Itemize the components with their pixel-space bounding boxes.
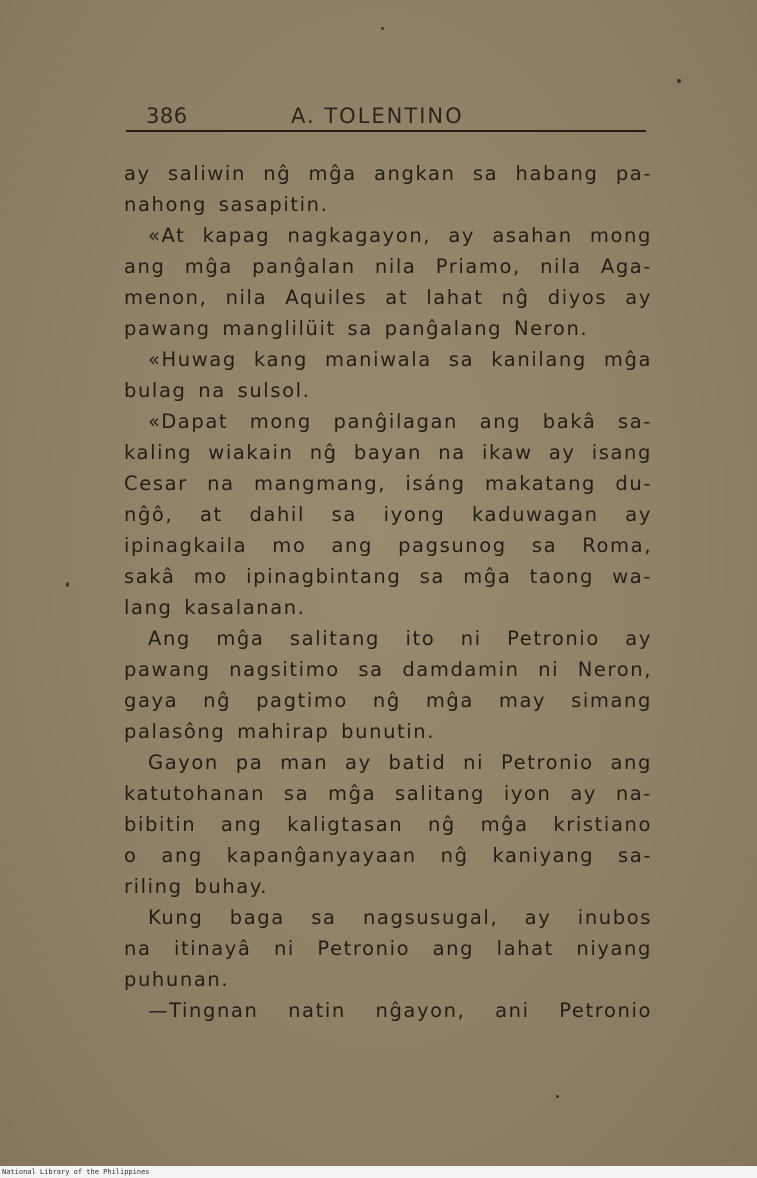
ink-speck bbox=[66, 582, 69, 587]
text-line: ipinagkaila mo ang pagsunog sa Roma, bbox=[124, 534, 652, 557]
text-line: «At kapag nagkagayon, ay asahan mong bbox=[148, 224, 652, 247]
text-line: puhunan. bbox=[124, 968, 230, 991]
text-line: katutohanan sa mĝa salitang iyon ay na- bbox=[124, 782, 652, 805]
running-title: A. TOLENTINO bbox=[291, 104, 464, 128]
text-line: Gayon pa man ay batid ni Petronio ang bbox=[148, 751, 652, 774]
text-line: menon, nila Aquiles at lahat nĝ diyos ay bbox=[124, 286, 652, 309]
text-line: lang kasalanan. bbox=[124, 596, 306, 619]
ink-speck bbox=[381, 27, 384, 30]
text-line: riling buhay. bbox=[124, 875, 269, 898]
text-line: kaling wiakain nĝ bayan na ikaw ay isang bbox=[124, 441, 652, 464]
text-line: Ang mĝa salitang ito ni Petronio ay bbox=[148, 627, 652, 650]
text-line: nĝô, at dahil sa iyong kaduwagan ay bbox=[124, 503, 652, 526]
text-line: ang mĝa panĝalan nila Priamo, nila Aga- bbox=[124, 255, 652, 278]
body-text bbox=[124, 158, 652, 1026]
text-line: nahong sasapitin. bbox=[124, 193, 329, 216]
text-line: ay saliwin nĝ mĝa angkan sa habang pa- bbox=[124, 162, 652, 185]
text-line: Kung baga sa nagsusugal, ay inubos bbox=[148, 906, 652, 929]
text-line: —Tingnan natin nĝayon, ani Petronio bbox=[148, 999, 652, 1022]
text-line: «Dapat mong panĝilagan ang bakâ sa- bbox=[148, 410, 652, 433]
library-credit: National Library of the Philippines bbox=[0, 1166, 757, 1178]
ink-speck bbox=[677, 79, 681, 83]
text-line: gaya nĝ pagtimo nĝ mĝa may simang bbox=[124, 689, 652, 712]
page-number: 386 bbox=[146, 104, 188, 128]
text-line: palasông mahirap bunutin. bbox=[124, 720, 436, 743]
ink-speck bbox=[556, 1095, 559, 1098]
text-line: pawang nagsitimo sa damdamin ni Neron, bbox=[124, 658, 652, 681]
text-line: o ang kapanĝanyayaan nĝ kaniyang sa- bbox=[124, 844, 652, 867]
page-header bbox=[126, 100, 646, 132]
text-line: Cesar na mangmang, isáng makatang du- bbox=[124, 472, 652, 495]
header-rule bbox=[126, 130, 646, 132]
text-line: bulag na sulsol. bbox=[124, 379, 311, 402]
text-line: na itinayâ ni Petronio ang lahat niyang bbox=[124, 937, 652, 960]
text-line: sakâ mo ipinagbintang sa mĝa taong wa- bbox=[124, 565, 652, 588]
text-line: pawang manglilüit sa panĝalang Neron. bbox=[124, 317, 589, 340]
text-line: bibitin ang kaligtasan nĝ mĝa kristiano bbox=[124, 813, 652, 836]
text-line: «Huwag kang maniwala sa kanilang mĝa bbox=[148, 348, 652, 371]
